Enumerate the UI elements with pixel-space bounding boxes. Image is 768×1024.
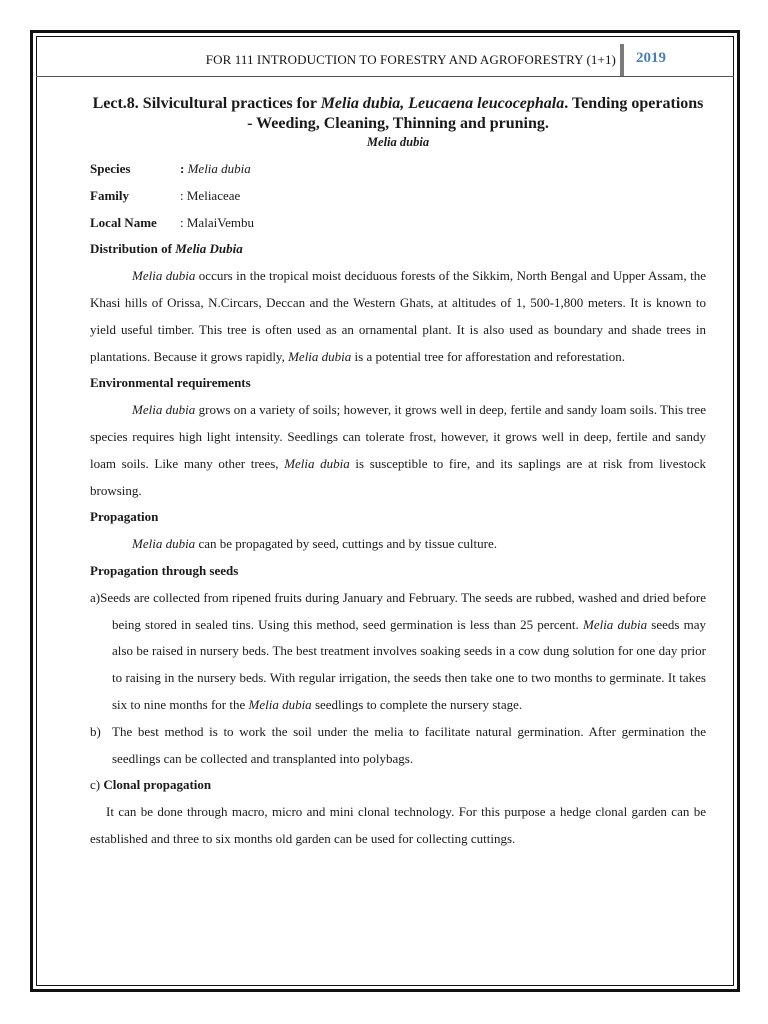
family-label: Family [90, 187, 129, 203]
species-value: Melia dubia [187, 161, 251, 176]
environment-heading: Environmental requirements [90, 375, 251, 391]
local-name-label: Local Name [90, 214, 157, 230]
list-item-b: b) The best method is to work the soil under the melia to facilitate natural germination. After germination the seedlings can be collected and transplanted into polybags. [90, 723, 706, 766]
environment-paragraph: Melia dubia grows on a variety of soils; however, it grows well in deep, fertile and sandy loam soils. This tree species requires high light intensity. Seedlings can tolerate frost, however, it grows well in deep, fertile and sandy loam soils. Like many other trees, Melia dubia is susceptible to fire, and its saplings are at risk from livestock browsing. [90, 402, 707, 498]
local-name-row: Local Name : MalaiVembu [90, 210, 706, 237]
family-value: Meliaceae [186, 187, 241, 203]
local-name-value: MalaiVembu [186, 214, 255, 230]
propagation-heading: Propagation [90, 509, 159, 525]
lecture-subtitle: Melia dubia [366, 135, 430, 149]
propagation-paragraph: Melia dubia can be propagated by seed, cuttings and by tissue culture. [132, 536, 497, 552]
header-divider [620, 44, 624, 76]
clonal-paragraph: It can be done through macro, micro and mini clonal technology. For this purpose a hedge clonal garden can be established and three to six months old garden can be used for collecting cuttings. [90, 804, 706, 846]
course-title: FOR 111 INTRODUCTION TO FORESTRY AND AGROFORESTRY (1+1) [205, 52, 616, 67]
clonal-heading: c) Clonal propagation [90, 777, 212, 793]
seeds-heading: Propagation through seeds [90, 562, 239, 578]
species-label: Species [90, 161, 131, 176]
page-header [36, 44, 734, 77]
header-year: 2019 [636, 50, 666, 66]
family-row: Family : Meliaceae [90, 183, 706, 210]
document-body [90, 94, 706, 853]
distribution-heading: Distribution of Melia Dubia [90, 241, 243, 257]
distribution-paragraph: Melia dubia occurs in the tropical moist deciduous forests of the Sikkim, North Bengal and Upper Assam, the Khasi hills of Orissa, N.Circars, Deccan and the Western Ghats, at altitudes of 1, 500-1,800 meters. It is known to yield useful timber. This tree is often used as an ornamental plant. It is also used as boundary and shade trees in plantations. Because it grows rapidly, Melia dubia is a potential tree for afforestation and reforestation. [90, 268, 706, 364]
lecture-title: Lect.8. Silvicultural practices for Melia dubia, Leucaena leucocephala. Tending operations - Weeding, Cleaning, Thinning and pruning. [92, 95, 704, 132]
list-item-a: a)Seeds are collected from ripened fruits during January and February. The seeds are rubbed, washed and dried before being stored in sealed tins. Using this method, seed germination is less than 25 percent. Melia dubia seeds may also be raised in nursery beds. The best treatment involves soaking seeds in a cow dung solution for one day prior to raising in the nursery beds. With regular irrigation, the seeds then take one to two months to germinate. It takes six to nine months for the Melia dubia seedlings to complete the nursery stage. [90, 589, 707, 712]
species-row: Species : Melia dubia [90, 156, 706, 183]
